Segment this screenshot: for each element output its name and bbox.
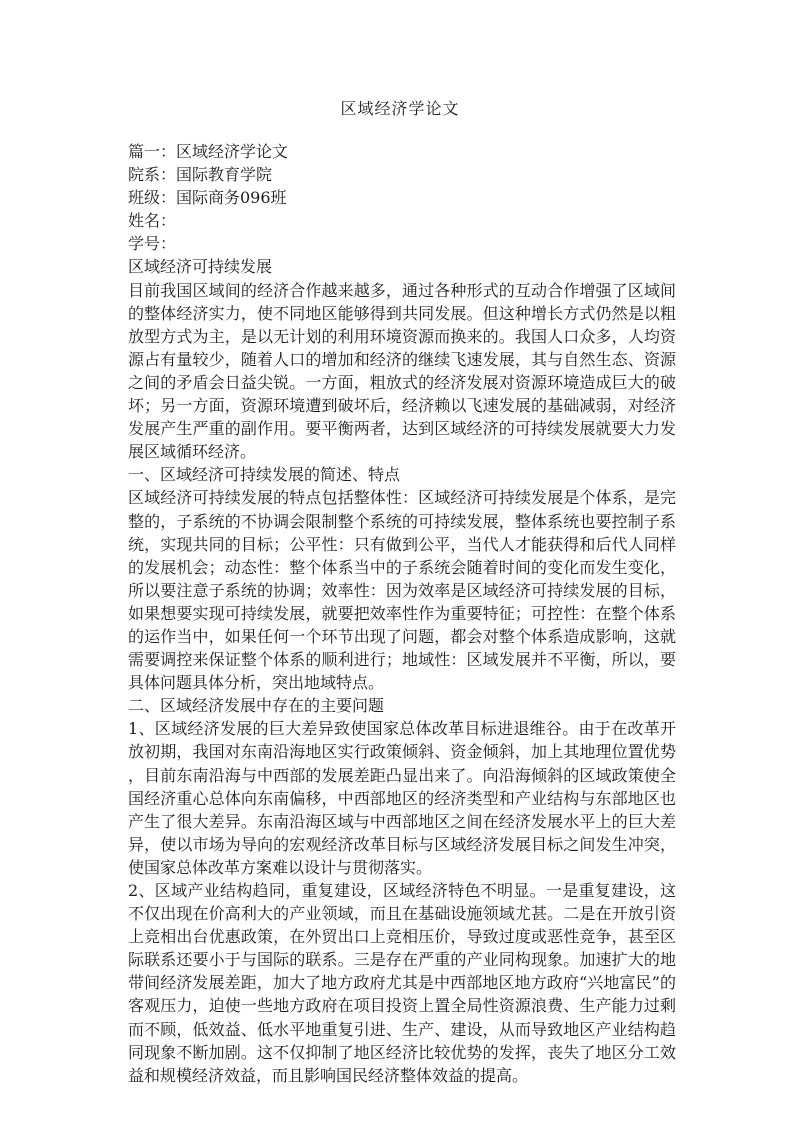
- text-line: 院系：国际教育学院: [128, 165, 273, 185]
- text-line: 2、区域产业结构趋同，重复建设，区域经济特色不明显。一是重复建设，这: [128, 881, 676, 900]
- text-line: 的运作当中，如果任何一个环节出现了问题，都会对整个体系造成影响，这就: [128, 626, 676, 646]
- text-line: 源占有量较少，随着人口的增加和经济的继续飞速发展，其与自然生态、资源: [128, 349, 676, 369]
- text-line: 班级：国际商务096班: [128, 188, 287, 208]
- text-line: 统，实现共同的目标；公平性：只有做到公平，当代人才能获得和后代人同样: [128, 534, 676, 554]
- text-line: 一、区域经济可持续发展的简述、特点: [128, 465, 401, 485]
- text-line: 发展产生严重的副作用。要平衡两者，达到区域经济的可持续发展就要大力发: [128, 419, 676, 439]
- text-line: 异，使以市场为导向的宏观经济改革目标与区域经济发展目标之间发生冲突，: [128, 834, 676, 854]
- text-line: 放初期，我国对东南沿海地区实行政策倾斜、资金倾斜，加上其地理位置优势: [128, 742, 676, 762]
- text-line: 放型方式为主，是以无计划的利用环境资源而换来的。我国人口众多，人均资: [128, 326, 676, 346]
- text-line: 篇一：区域经济学论文: [128, 142, 289, 161]
- text-line: 客观压力，迫使一些地方政府在项目投资上置全局性资源浪费、生产能力过剩: [128, 996, 676, 1016]
- text-line: 如果想要实现可持续发展，就要把效率性作为重要特征；可控性：在整个体系: [128, 603, 676, 623]
- text-line: 所以要注意子系统的协调；效率性：因为效率是区域经济可持续发展的目标，: [128, 580, 676, 600]
- text-line: 目前我国区域间的经济合作越来越多，通过各种形式的互动合作增强了区域间: [128, 280, 676, 300]
- text-line: 的整体经济实力，使不同地区能够得到共同发展。但这种增长方式仍然是以粗: [128, 303, 676, 323]
- text-line: 1、区域经济发展的巨大差异致使国家总体改革目标进退维谷。由于在改革开: [128, 719, 676, 739]
- text-line: 上竞相出台优惠政策，在外贸出口上竞相压价，导致过度或恶性竞争，甚至区: [128, 927, 676, 947]
- text-line: 益和规模经济效益，而且影响国民经济整体效益的提高。: [128, 1065, 529, 1085]
- text-line: 际联系还要小于与国际的联系。三是存在严重的产业同构现象。加速扩大的地: [128, 950, 676, 970]
- text-line: 同现象不断加剧。这不仅抑制了地区经济比较优势的发挥，丧失了地区分工效: [128, 1042, 676, 1062]
- text-line: 的发展机会；动态性：整个体系当中的子系统会随着时间的变化而发生变化，: [128, 557, 676, 577]
- text-line: 之间的矛盾会日益尖锐。一方面，粗放式的经济发展对资源环境造成巨大的破: [128, 372, 676, 392]
- text-line: 区域经济可持续发展: [128, 257, 273, 277]
- text-line: 二、区域经济发展中存在的主要问题: [128, 696, 385, 716]
- text-line: 产生了很大差异。东南沿海区域与中西部地区之间在经济发展水平上的巨大差: [128, 811, 676, 831]
- text-line: 具体问题具体分析，突出地域特点。: [128, 673, 385, 693]
- text-line: ，目前东南沿海与中西部的发展差距凸显出来了。向沿海倾斜的区域政策使全: [128, 765, 676, 785]
- text-line: 展区域循环经济。: [128, 442, 257, 462]
- text-line: 坏；另一方面，资源环境遭到破坏后，经济赖以飞速发展的基础减弱，对经济: [128, 396, 676, 416]
- text-line: 整的，子系统的不协调会限制整个系统的可持续发展，整体系统也要控制子系: [128, 511, 676, 531]
- text-line: 带间经济发展差距，加大了地方政府尤其是中西部地区地方政府“兴地富民”的: [128, 973, 676, 993]
- text-line: 国经济重心总体向东南偏移，中西部地区的经济类型和产业结构与东部地区也: [128, 788, 676, 808]
- document-title: 区域经济学论文: [340, 99, 460, 118]
- document-body: [128, 140, 676, 1087]
- text-line: 而不顾，低效益、低水平地重复引进、生产、建设，从而导致地区产业结构趋: [128, 1019, 676, 1039]
- text-line: 需要调控来保证整个体系的顺利进行；地域性：区域发展并不平衡，所以，要: [128, 650, 676, 670]
- text-line: 使国家总体改革方案难以设计与贯彻落实。: [128, 857, 433, 877]
- text-line: 学号：: [128, 234, 177, 254]
- text-line: 不仅出现在价高利大的产业领域，而且在基础设施领域尤甚。二是在开放引资: [128, 904, 676, 924]
- text-line: 姓名：: [128, 211, 177, 231]
- text-line: 区域经济可持续发展的特点包括整体性：区域经济可持续发展是个体系，是完: [128, 488, 676, 508]
